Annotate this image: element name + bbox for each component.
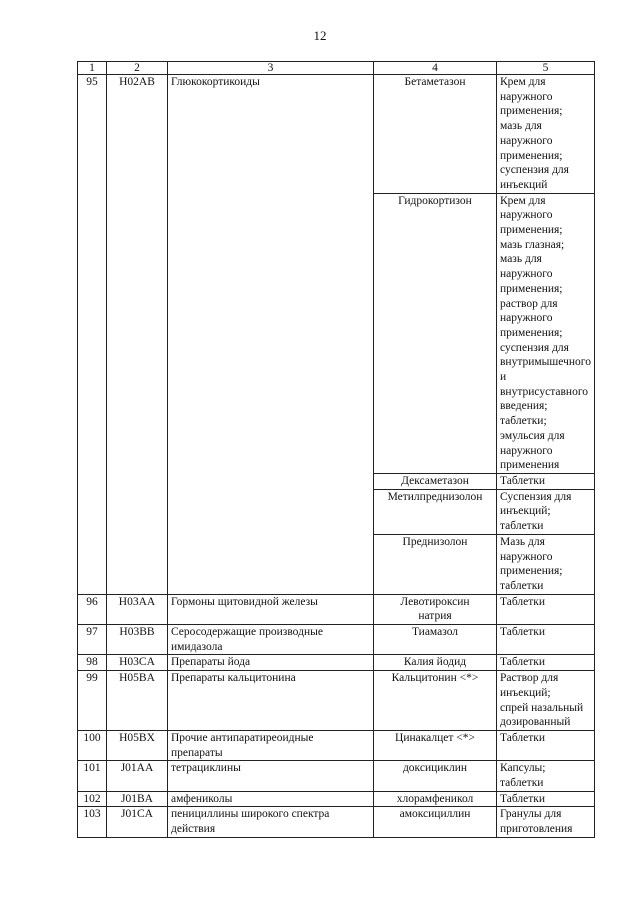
table-row [78,730,595,760]
table-row [78,655,595,671]
drug-name: Дексаметазон [374,473,497,489]
drug-name: доксициклин [374,761,497,791]
table-row [78,791,595,807]
group-name: тетрациклины [168,761,374,791]
header-cell: 3 [168,62,374,75]
table-row [78,75,595,194]
atc-code: H05BX [107,730,168,760]
drug-list-table [77,61,595,838]
drug-name: Метилпреднизолон [374,489,497,534]
dosage-forms: Таблетки [497,625,595,655]
dosage-forms: Таблетки [497,730,595,760]
row-number: 97 [78,625,107,655]
row-number: 102 [78,791,107,807]
row-number: 100 [78,730,107,760]
table-row [78,671,595,731]
drug-name: Кальцитонин <*> [374,671,497,731]
table-body [78,62,595,838]
group-name: Серосодержащие производные имидазола [168,625,374,655]
drug-name: Гидрокортизон [374,193,497,473]
atc-code: H05BA [107,671,168,731]
row-number: 103 [78,807,107,837]
dosage-forms: Капсулы; таблетки [497,761,595,791]
dosage-forms: Крем для наружного применения; мазь глазная; мазь для наружного применения; раствор для наружного применения; суспензия для внутримышечного и внутрисуставного введения; таблетки; эмульсия для наружного применения [497,193,595,473]
header-cell: 5 [497,62,595,75]
group-name: Прочие антипаратиреоидные препараты [168,730,374,760]
atc-code: H03BB [107,625,168,655]
dosage-forms: Крем для наружного применения; мазь для наружного применения; суспензия для инъекций [497,75,595,194]
dosage-forms: Раствор для инъекций; спрей назальный дозированный [497,671,595,731]
row-number: 101 [78,761,107,791]
dosage-forms: Таблетки [497,655,595,671]
atc-code: H03CA [107,655,168,671]
group-name: Гормоны щитовидной железы [168,594,374,624]
header-cell: 1 [78,62,107,75]
table-row [78,594,595,624]
header-row [78,62,595,75]
row-number: 98 [78,655,107,671]
atc-code: J01CA [107,807,168,837]
drug-name: Цинакалцет <*> [374,730,497,760]
page-number: 12 [313,28,327,43]
dosage-forms: Таблетки [497,791,595,807]
header-cell: 2 [107,62,168,75]
drug-name: Бетаметазон [374,75,497,194]
header-cell: 4 [374,62,497,75]
drug-name: амоксициллин [374,807,497,837]
dosage-forms: Таблетки [497,473,595,489]
atc-code: H02AB [107,75,168,595]
group-name: пенициллины широкого спектра действия [168,807,374,837]
table-row [78,625,595,655]
atc-code: J01BA [107,791,168,807]
dosage-forms: Суспензия для инъекций; таблетки [497,489,595,534]
drug-name: Калия йодид [374,655,497,671]
row-number: 99 [78,671,107,731]
dosage-forms: Мазь для наружного применения; таблетки [497,534,595,594]
table-row [78,807,595,837]
drug-name: Левотироксин натрия [374,594,497,624]
atc-code: J01AA [107,761,168,791]
group-name: амфениколы [168,791,374,807]
drug-name: Тиамазол [374,625,497,655]
group-name: Препараты кальцитонина [168,671,374,731]
atc-code: H03AA [107,594,168,624]
row-number: 96 [78,594,107,624]
drug-name: Преднизолон [374,534,497,594]
row-number: 95 [78,75,107,595]
table-row [78,761,595,791]
dosage-forms: Таблетки [497,594,595,624]
drug-name: хлорамфеникол [374,791,497,807]
group-name: Препараты йода [168,655,374,671]
group-name: Глюкокортикоиды [168,75,374,595]
dosage-forms: Гранулы для приготовления [497,807,595,837]
